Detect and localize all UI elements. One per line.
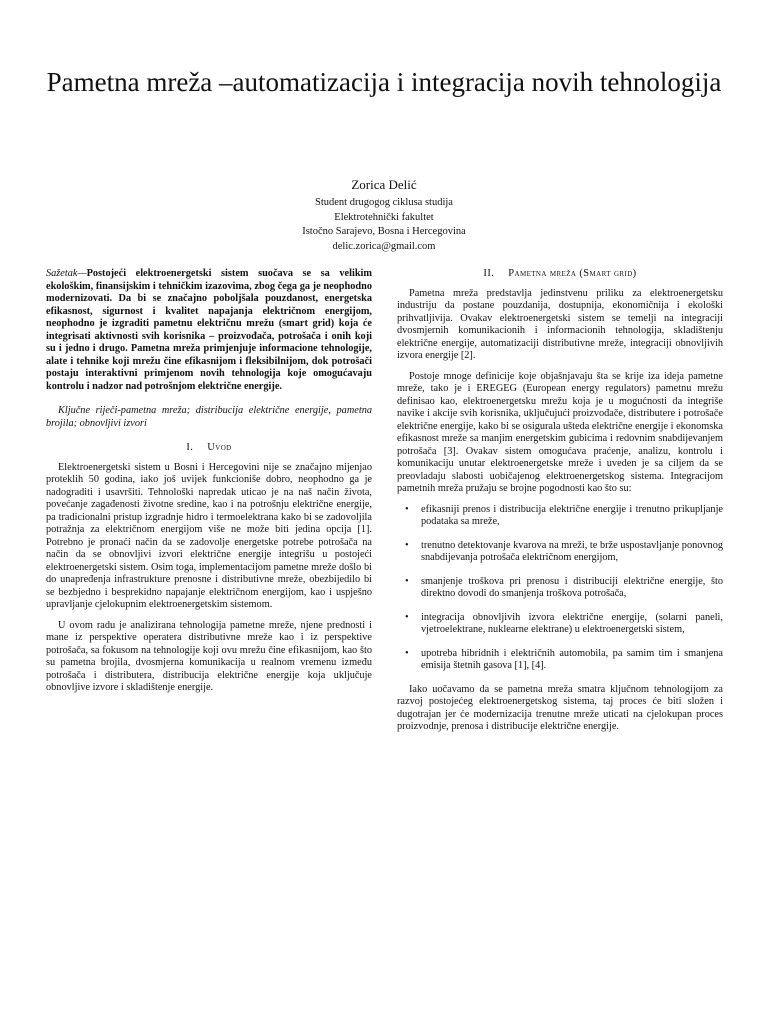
section-heading-smart-grid	[397, 268, 723, 281]
author-email: delic.zorica@gmail.com	[332, 240, 436, 252]
list-item	[397, 504, 723, 529]
list-item	[397, 540, 723, 565]
author-faculty: Elektrotehnički fakultet	[334, 211, 434, 223]
author-block	[184, 176, 584, 254]
bullet-icon: •	[405, 539, 409, 551]
abstract	[46, 268, 372, 393]
section-number: I.	[186, 442, 194, 453]
list-item-text: efikasniji prenos i distribucija električne energije i trenutno prikupljanje podataka sa mreže,	[421, 503, 723, 527]
section-title: Pametna mreža (Smart grid)	[508, 268, 637, 279]
section-title: Uvod	[207, 442, 232, 453]
smart-grid-closing-paragraph: Iako uočavamo da se pametna mreža smatra ključnom tehnologijom za razvoj postojećeg elektroenergetskog sistema, taj proces će biti složen i dugotrajan jer će modernizacija trenutne mreže uticati na cjelokupan proces proizvodnje, prenosa i distribucije električne energije.	[397, 683, 723, 732]
abstract-text: Postojeći elektroenergetski sistem suočava se sa velikim ekološkim, finansijskim i tehničkim izazovima, zbog čega ga je neophodno modernizovati. Da bi se značajno poboljšala pouzdanost, energetska efikasnost, sigurnost i kvalitet napajanja električnom energijom, neophodno je izgraditi pametnu električnu mrežu (smart grid) koja će integrisati aktivnosti svih korisnika – proizvođača, potrošača i onih koji su i jedno i drugo. Pametna mreža primjenjuje informacione tehnologije, alate i tehnike koji mrežu čine efikasnijom i fleksibilnijom, dok potrošači postaju interaktivni primjenom novih tehnologija koje omogućavaju kontrolu i nadzor nad potrošnjom električne energije.	[46, 268, 372, 392]
list-item-text: upotreba hibridnih i električnih automobila, pa samim tim i smanjena emisija štetnih gasova [1], [4].	[421, 647, 723, 671]
benefits-list	[397, 504, 723, 673]
list-item-text: trenutno detektovanje kvarova na mreži, te brže uspostavljanje ponovnog snabdijevanja potrošača električnom energijom,	[421, 539, 723, 563]
smart-grid-paragraph: Pametna mreža predstavlja jedinstvenu priliku za elektroenergetsku industriju da postane pouzdanija, dostupnija, ekonomičnija i ekološki prihvatljivija. Ovakav elektroenergetski sistem se temelji na integraciji dvosmjernih komunikacionih i informacionih tehnologija, skladištenju električne energije, automatizaciji distributivne mreže, integraciji obnovljivih izvora energije [2].	[397, 287, 723, 361]
section-heading-intro	[46, 442, 372, 455]
smart-grid-paragraph: Postoje mnoge definicije koje objašnjavaju šta se krije iza ideja pametne mreže, tako je i EREGEG (European energy regulators) pametnu mrežu definisao kao, elektroenergetsku mrežu koja je u mogućnosti da integriše navike i akcije svih korisnika, uključujući proizvođače, distributere i potrošače električne energije, kako bi se osigurala ušteda električne energije i ekonomska efikasnost mreže sa manjim energetskim gubicima i redovnim snabdijevanjem potrošača [3]. Ovakav sistem omogućava praćenje, analizu, kontrolu i komunikaciju unutar elektroenergetske mreže i uveden je sa ciljem da se preovladaju slabosti uobičajenog elektroenergetskog sistema. Integracijom pametnih mreža pružaju se brojne pogodnosti kao što su:	[397, 370, 723, 494]
bullet-icon: •	[405, 575, 409, 587]
author-name: Zorica Delić	[351, 177, 417, 192]
list-item-text: smanjenje troškova pri prenosu i distribuciji električne energije, što direktno dovodi do smanjenja troškova potrošača,	[421, 575, 723, 599]
list-item	[397, 576, 723, 601]
list-item-text: integracija obnovljivih izvora električne energije, (solarni paneli, vjetroelektrane, nuklearne elektrane) u elektroenergetski sistem,	[421, 611, 723, 635]
intro-paragraph: Elektroenergetski sistem u Bosni i Hercegovini nije se značajno mijenjao proteklih 50 godina, iako još uvijek funkcioniše dobro, neophodno ga je nadograditi i usavršiti. Tehnološki napredak uticao je na naš način života, povećanje zagađenosti životne sredine, kao i na potrošnju električne energije, pa tradicionalni pristup izgradnje hidro i termoelektrana kako bi se zadovoljila potražnja za električnom energijom više ne može biti jedina opcija [1]. Potrebno je pronaći način da se zadovolje energetske potrebe potrošača na način da se obnovljivi izvori električne energije integrišu u postojeći elektroenergetski sistem. Osim toga, implementacijom pametne mreže došlo bi do unapređenja infrastrukture prenosne i distributivne mreže, obezbijedilo bi se bezbjedno i besprekidno napajanje električnom energijom, kao i uspješno upravljanje cjelokupnim elektroenergetskim sistemom.	[46, 461, 372, 610]
list-item	[397, 648, 723, 673]
paper-title: Pametna mreža –automatizacija i integracija novih tehnologija	[46, 67, 722, 97]
intro-paragraph: U ovom radu je analizirana tehnologija pametne mreže, njene prednosti i mane iz perspektive operatera distributivne mreže kao i iz perspektive potrošača, sa fokusom na tehnologije koji ovu mrežu čine efikasnijom, kao što su pametna brojila, dvosmjerna komunikacija u realnom vremenu između potrošača i distributera, distribucija električne energije koja uključuje obnovljive izvore i skladištenje energije.	[46, 619, 372, 693]
bullet-icon: •	[405, 647, 409, 659]
keywords: Ključne riječi-pametna mreža; distribucija električne energije, pametna brojila; obnovljivi izvori	[46, 405, 372, 429]
right-column	[397, 268, 723, 742]
bullet-icon: •	[405, 611, 409, 623]
list-item	[397, 612, 723, 637]
section-number: II.	[483, 268, 495, 279]
left-column	[46, 268, 372, 703]
bullet-icon: •	[405, 503, 409, 515]
author-program: Student drugogog ciklusa studija	[315, 197, 453, 208]
author-location: Istočno Sarajevo, Bosna i Hercegovina	[302, 226, 466, 237]
abstract-label: Sažetak—	[46, 268, 87, 279]
